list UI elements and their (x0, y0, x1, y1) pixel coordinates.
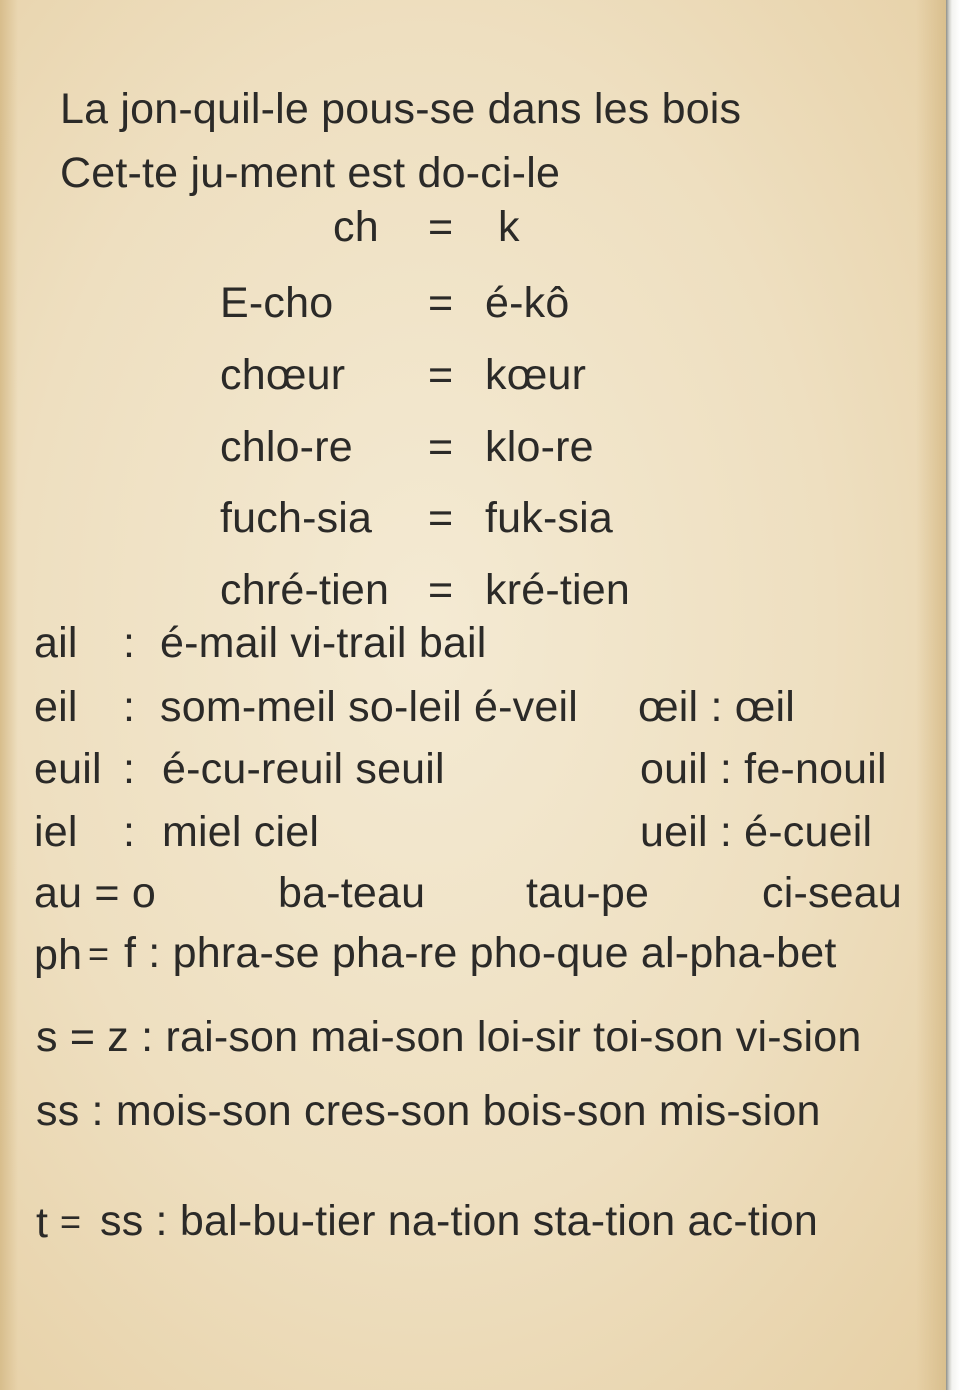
group-words-eil: som-meil so-leil é-veil (160, 683, 578, 731)
group-label-eil: eil (34, 683, 78, 731)
ch-header-left: ch (333, 203, 379, 251)
group-colon: : (123, 683, 136, 731)
au-label: au = o (34, 869, 156, 917)
ch-word-chlore: chlo-re (220, 423, 353, 471)
ch-header-equals: = (428, 203, 454, 251)
sentence-jument: Cet-te ju-ment est do-ci-le (60, 149, 561, 197)
group-label-euil: euil (34, 745, 102, 793)
group-label-ail: ail (34, 619, 78, 667)
ch-pron-chlore: klo-re (485, 423, 594, 471)
t-words: ss : bal-bu-tier na-tion sta-tion ac-tion (100, 1197, 819, 1245)
ch-word-fuchsia: fuch-sia (220, 494, 373, 542)
ch-equals: = (428, 279, 454, 327)
group-extra-ouil: ouil : fe-nouil (640, 745, 887, 793)
page-edge (946, 0, 960, 1390)
au-word-ciseau: ci-seau (762, 869, 903, 917)
group-words-euil: é-cu-reuil seuil (162, 745, 445, 793)
ph-label: ph (34, 931, 83, 979)
ch-word-echo: E-cho (220, 279, 334, 327)
ch-equals: = (428, 423, 454, 471)
ch-equals: = (428, 566, 454, 614)
ch-pron-chretien: kré-tien (485, 566, 630, 614)
group-words-iel: miel ciel (162, 808, 320, 856)
s-line: s = z : rai-son mai-son loi-sir toi-son vi-sion (36, 1013, 862, 1061)
group-colon: : (123, 808, 136, 856)
ch-equals: = (428, 494, 454, 542)
t-equals: = (60, 1201, 82, 1242)
ph-words: f : phra-se pha-re pho-que al-pha-bet (124, 929, 837, 977)
ch-pron-fuchsia: fuk-sia (485, 494, 614, 542)
au-word-bateau: ba-teau (278, 869, 426, 917)
group-extra-oeil: œil : œil (638, 683, 796, 731)
ch-word-choeur: chœur (220, 351, 346, 399)
t-label: t (36, 1199, 49, 1247)
ph-equals: = (88, 933, 110, 974)
ch-header-right: k (498, 203, 520, 251)
ch-pron-choeur: kœur (485, 351, 587, 399)
group-extra-ueil: ueil : é-cueil (640, 808, 873, 856)
group-label-iel: iel (34, 808, 78, 856)
group-colon: : (123, 745, 136, 793)
ch-word-chretien: chré-tien (220, 566, 390, 614)
sentence-jonquille: La jon-quil-le pous-se dans les bois (60, 85, 742, 133)
ss-line: ss : mois-son cres-son bois-son mis-sion (36, 1087, 821, 1135)
ch-equals: = (428, 351, 454, 399)
group-colon: : (123, 619, 136, 667)
ch-pron-echo: é-kô (485, 279, 570, 327)
au-word-taupe: tau-pe (526, 869, 650, 917)
group-words-ail: é-mail vi-trail bail (160, 619, 487, 667)
